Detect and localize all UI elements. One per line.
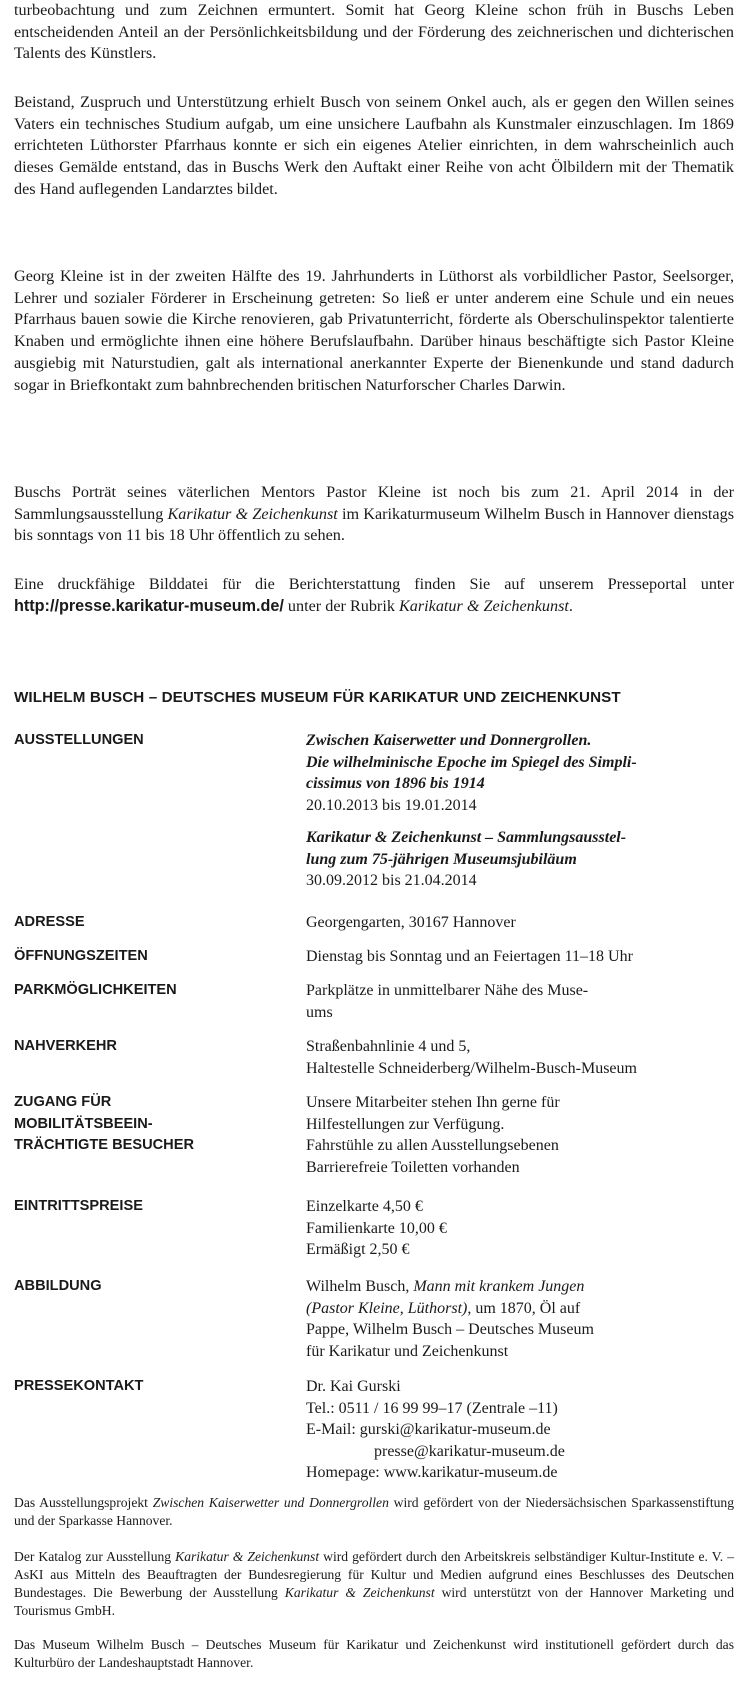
museum-info-header: WILHELM BUSCH – DEUTSCHES MUSEUM FÜR KARIKATUR UND ZEICHENKUNST [14,689,621,706]
exhibitions-value [306,730,726,892]
press-contact-email[interactable]: E-Mail: gurski@karikatur-museum.de [306,1421,551,1438]
paragraph-4-part-a: Buschs Porträt seines väterlichen Mentors Pastor Kleine ist noch bis zum 21. April 2014 in der Sammlungsausstellung [14,483,734,523]
funding-note-2 [14,1548,734,1620]
funding-note-2-part-c: wird unterstützt von der Hannover Marketing und Tourismus GmbH. [14,1585,735,1618]
accessibility-value [306,1092,726,1178]
press-contact-value [306,1376,726,1484]
paragraph-5-text [14,574,734,617]
funding-note-1-exhibition: Zwischen Kaiserwetter und Donnergrollen [152,1495,389,1510]
funding-note-1 [14,1494,734,1530]
funding-note-2-text [14,1548,734,1620]
transport-line-2: Haltestelle Schneiderberg/Wilhelm-Busch-Museum [306,1059,637,1077]
press-contact-email-2[interactable]: presse@karikatur-museum.de [374,1442,565,1460]
paragraph-5-part-a: Eine druckfähige Bilddatei für die Berichterstattung finden Sie auf unserem Presseportal unter [14,575,734,593]
opening-hours-label: ÖFFNUNGSZEITEN [14,948,148,964]
image-artist: Wilhelm Busch, [306,1278,414,1295]
exhibition-1-dates: 20.10.2013 bis 19.01.2014 [306,796,477,814]
image-credit-line-3: Pappe, Wilhelm Busch – Deutsches Museum [306,1321,594,1338]
funding-note-2-exhibition-2: Karikatur & Zeichenkunst [284,1585,435,1600]
funding-note-2-exhibition: Karikatur & Zeichenkunst [175,1549,320,1564]
exhibitions-label: AUSSTELLUNGEN [14,732,144,748]
paragraph-1 [14,0,734,65]
image-credit-line-2 [306,1298,726,1320]
press-contact-phone[interactable]: Tel.: 0511 / 16 99 99–17 (Zentrale –11) [306,1399,558,1417]
exhibition-2-title-line-2: lung zum 75-jährigen Museumsjubiläum [306,850,577,868]
image-credit-line-4: für Karikatur und Zeichenkunst [306,1342,509,1360]
paragraph-2-text: Beistand, Zuspruch und Unterstützung erhielt Busch von seinem Onkel auch, als er gegen den Willen seines Vaters ein technisches Studium aufgab, um eine unsichere Laufbahn als Kunstmaler einzuschlagen. Im 1869 errichteten Lüthorster Pfarrhaus konnte er sich ein eigenes Atelier einrichten, in dem wahrscheinlich auch dieses Gemälde entstand, das in Buschs Werk den Auftakt einer Reihe von acht Ölbildern mit der Thematik des Hand auflegenden Landarztes bildet. [14,93,734,198]
admission-prices-value [306,1196,726,1261]
image-credit-label: ABBILDUNG [14,1278,102,1294]
image-credit-line-1 [306,1276,726,1298]
funding-note-2-part-a: Der Katalog zur Ausstellung [14,1549,176,1564]
press-contact-homepage[interactable]: Homepage: www.karikatur-museum.de [306,1464,558,1481]
price-family: Familienkarte 10,00 € [306,1219,447,1237]
accessibility-line-2: Hilfestellungen zur Verfügung. [306,1115,505,1133]
exhibition-1-title-line-2: Die wilhelminische Epoche im Spiegel des Simpli- [306,753,637,771]
paragraph-5-part-c: . [568,596,573,615]
funding-note-1-part-b: wird gefördert von der Niedersächsischen Sparkassenstiftung und der Sparkasse Hannover. [14,1495,734,1528]
funding-note-1-text [14,1494,734,1530]
exhibition-name: Karikatur & Zeichenkunst [167,504,338,523]
parking-value [306,980,726,1023]
paragraph-2 [14,92,734,201]
public-transport-value [306,1036,726,1079]
admission-prices-label: EINTRITTSPREISE [14,1198,143,1214]
parking-label: PARKMÖGLICHKEITEN [14,982,177,998]
accessibility-line-4: Barrierefreie Toiletten vorhanden [306,1158,520,1176]
funding-note-2-part-b: wird gefördert durch den Arbeitskreis selbständiger Kultur-Institute e. V. – AsKI aus Mitteln des Beauftragten der Bundesregierung für Kultur und Medien aufgrund eines Beschlusses des Deutschen Bundestages. Die Bewerbung der Ausstellung [14,1549,734,1600]
press-contact-label: PRESSEKONTAKT [14,1378,144,1394]
paragraph-4-text [14,482,734,547]
opening-hours-value: Dienstag bis Sonntag und an Feiertagen 11–18 Uhr [306,948,633,965]
image-credit-value [306,1276,726,1362]
accessibility-label-line-3: TRÄCHTIGTE BESUCHER [14,1137,194,1153]
parking-line-2: ums [306,1003,333,1021]
funding-note-3-text: Das Museum Wilhelm Busch – Deutsches Museum für Karikatur und Zeichenkunst wird institutionell gefördert durch das Kulturbüro der Landeshauptstadt Hannover. [14,1637,734,1670]
artwork-subtitle: (Pastor Kleine, Lüthorst) [306,1299,468,1317]
paragraph-3 [14,266,734,396]
accessibility-line-3: Fahrstühle zu allen Ausstellungsebenen [306,1137,559,1154]
address-value: Georgengarten, 30167 Hannover [306,914,516,931]
exhibition-2-title-line-1: Karikatur & Zeichenkunst – Sammlungsausstel- [306,829,627,846]
paragraph-4 [14,482,734,547]
artwork-medium: , um 1870, Öl auf [467,1299,581,1317]
price-single: Einzelkarte 4,50 € [306,1198,423,1215]
parking-line-1: Parkplätze in unmittelbarer Nähe des Muse- [306,982,589,999]
paragraph-5-part-b: unter der Rubrik [283,596,399,615]
funding-note-1-part-a: Das Ausstellungsprojekt [14,1495,153,1510]
exhibition-2-dates: 30.09.2012 bis 21.04.2014 [306,872,477,889]
rubric-name: Karikatur & Zeichenkunst [398,596,569,615]
exhibition-1-title-line-1: Zwischen Kaiserwetter und Donnergrollen. [306,732,592,749]
funding-note-3 [14,1636,734,1672]
public-transport-label: NAHVERKEHR [14,1038,117,1054]
accessibility-label [14,1092,294,1157]
exhibition-1-title-line-3: cissimus von 1896 bis 1914 [306,775,485,792]
press-contact-name: Dr. Kai Gurski [306,1378,401,1395]
address-label: ADRESSE [14,914,85,930]
press-portal-link[interactable]: http://presse.karikatur-museum.de/ [14,596,284,615]
paragraph-1-text: turbeobachtung und zum Zeichnen ermuntert. Somit hat Georg Kleine schon früh in Buschs Leben entscheidenden Anteil an der Persönlichkeitsbildung und der Förderung des zeichnerischen und dichterischen Talents des Künstlers. [14,1,734,63]
transport-line-1: Straßenbahnlinie 4 und 5, [306,1038,471,1055]
paragraph-4-part-b: im Karikaturmuseum Wilhelm Busch in Hannover dienstags bis sonntags von 11 bis 18 Uhr öffentlich zu sehen. [14,504,735,545]
price-reduced: Ermäßigt 2,50 € [306,1241,410,1258]
accessibility-label-line-1: ZUGANG FÜR [14,1094,112,1110]
accessibility-label-line-2: MOBILITÄTSBEEIN- [14,1115,153,1132]
artwork-title: Mann mit krankem Jungen [413,1278,585,1295]
paragraph-5 [14,574,734,617]
accessibility-line-1: Unsere Mitarbeiter stehen Ihn gerne für [306,1094,560,1111]
paragraph-3-text: Georg Kleine ist in der zweiten Hälfte des 19. Jahrhunderts in Lüthorst als vorbildlicher Pastor, Seelsorger, Lehrer und sozialer Förderer in Erscheinung getreten: So ließ er unter anderem eine Schule und ein neues Pfarrhaus bauen sowie die Kirche renovieren, gab Privatunterricht, förderte als Oberschulinspektor talentierte Knaben und ermöglichte ihnen eine höhere Berufslaufbahn. Darüber hinaus beschäftigte sich Pastor Kleine ausgiebig mit Naturstudien, galt als international anerkannter Experte der Bienenkunde und stand dadurch sogar in Briefkontakt zum bahnbrechenden britischen Naturforscher Charles Darwin. [14,267,734,394]
